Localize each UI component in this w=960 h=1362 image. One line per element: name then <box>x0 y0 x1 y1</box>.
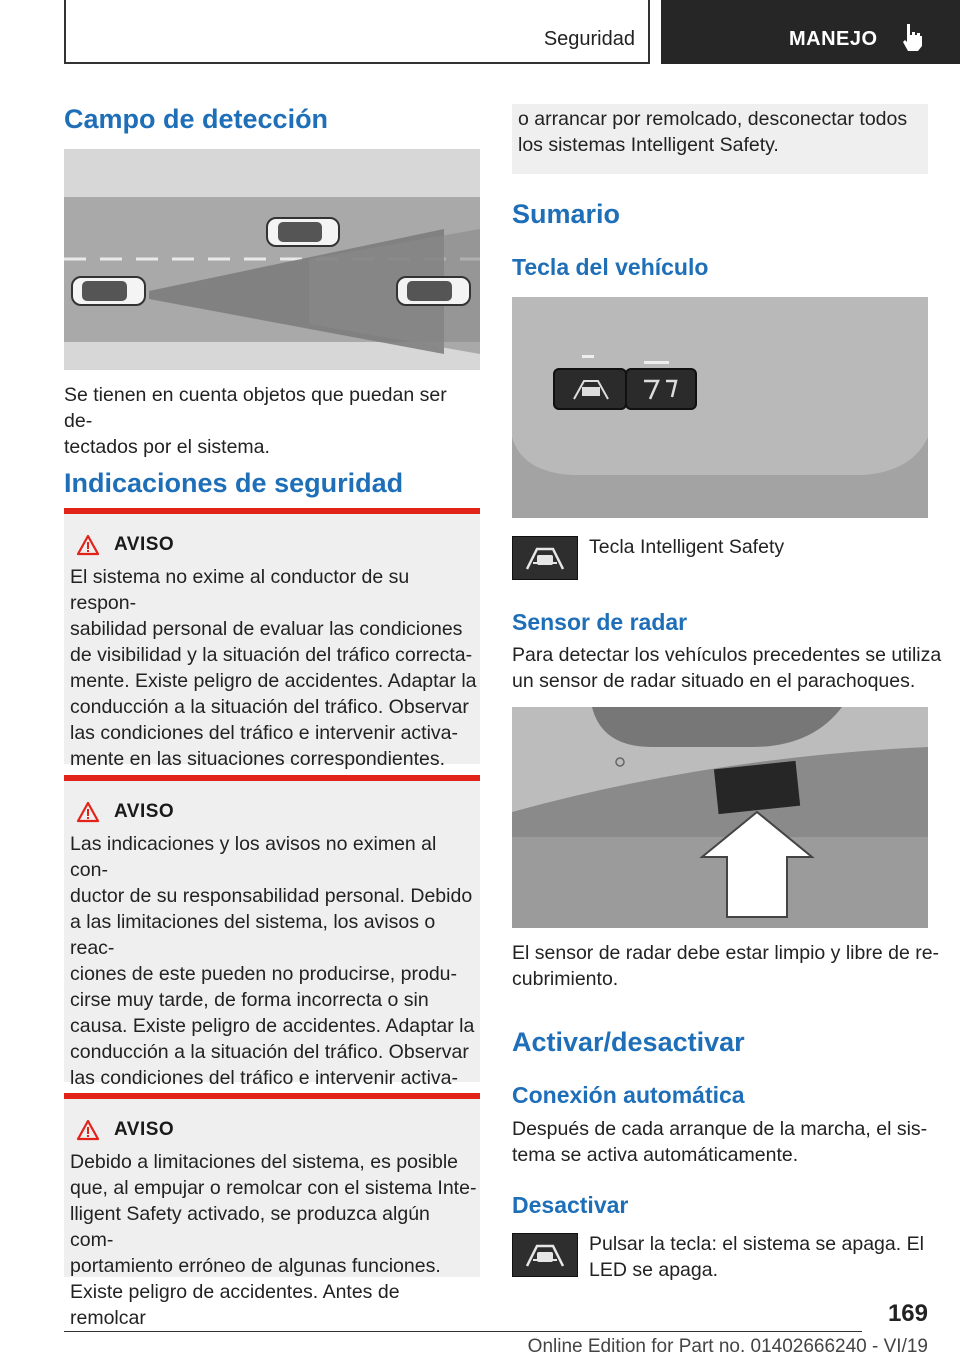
warning-triangle-icon <box>76 1119 100 1141</box>
heading-detection-field: Campo de detección <box>64 104 329 134</box>
deactivate-text: Pulsar la tecla: el sistema se apaga. El LED se apaga. <box>589 1233 924 1281</box>
key-caption: Tecla Intelligent Safety <box>589 536 785 558</box>
warning-box-2 <box>64 775 480 1089</box>
header-chapter-tab <box>661 0 960 64</box>
heading-summary: Sumario <box>512 199 621 229</box>
heading-vehicle-key: Tecla del vehículo <box>512 254 709 280</box>
warning-title: AVISO <box>114 801 175 822</box>
heading-activate-deactivate: Activar/desactivar <box>512 1027 745 1057</box>
auto-connection-text: Después de cada arranque de la marcha, el sis- tema se activa automáticamente. <box>512 1118 928 1166</box>
header-rule-right <box>648 0 650 64</box>
warning-title: AVISO <box>114 1119 175 1140</box>
warning-title: AVISO <box>114 534 175 555</box>
vehicle-key-photo <box>512 297 928 518</box>
header-chapter-label: MANEJO <box>789 28 878 50</box>
warning-box-3 <box>64 1093 480 1329</box>
warning-bar <box>64 1093 480 1099</box>
warning-triangle-icon <box>76 534 100 556</box>
intelligent-safety-button-icon <box>512 1233 578 1277</box>
detection-caption: Se tienen en cuenta objetos que puedan ser de- tectados por el sistema. <box>64 384 447 458</box>
warning-text-continued: o arrancar por remolcado, desconectar todos los sistemas Intelligent Safety. <box>518 108 908 156</box>
footer-edition: Online Edition for Part no. 01402666240 - VI/19 <box>527 1336 928 1357</box>
warning-bar <box>64 508 480 514</box>
intelligent-safety-button-icon <box>512 536 578 580</box>
footer-rule <box>64 1331 862 1332</box>
warning-box-3-continued <box>512 104 928 174</box>
warning-triangle-icon <box>76 801 100 823</box>
hand-pointer-icon <box>899 22 925 52</box>
header-rule-left <box>64 0 66 64</box>
heading-auto-connection: Conexión automática <box>512 1082 745 1108</box>
page-number: 169 <box>887 1300 928 1327</box>
header-rule-bottom <box>64 62 650 64</box>
heading-deactivate: Desactivar <box>512 1192 629 1218</box>
warning-bar <box>64 775 480 781</box>
heading-safety-notes: Indicaciones de seguridad <box>64 468 404 498</box>
warning-text: El sistema no exime al conductor de su respon- sabilidad personal de evaluar las condiciones de visibilidad y la situación del tráfico correcta- mente. Existe peligro de accidentes. Adaptar la conducción a la situación del tráfico. Observar las condiciones del tráfico e intervenir activa- mente en las situaciones correspondientes. <box>70 566 477 770</box>
detection-field-illustration <box>64 149 480 370</box>
heading-radar-sensor: Sensor de radar <box>512 609 688 635</box>
radar-text: Para detectar los vehículos precedentes se utiliza un sensor de radar situado en el parachoques. <box>512 644 942 692</box>
radar-sensor-photo <box>512 707 928 928</box>
radar-caption: El sensor de radar debe estar limpio y libre de re- cubrimiento. <box>512 942 940 990</box>
header-section-label: Seguridad <box>543 28 635 50</box>
warning-text: Las indicaciones y los avisos no eximen al con- ductor de su responsabilidad personal. Debido a las limitaciones del sistema, los avisos o reac- ciones de este pueden no producirse, produ- cirse muy tarde, de forma incorrecta o sin causa. Existe peligro de accidentes. Adaptar la conducción a la situación del tráfico. Observar las condiciones del tráfico e intervenir activa- <box>70 833 475 1089</box>
warning-box-1 <box>64 508 480 770</box>
car-top-illustration <box>267 218 339 246</box>
warning-text: Debido a limitaciones del sistema, es posible que, al empujar o remolcar con el sistema Inte- lligent Safety activado, se produzca algún com- portamiento erróneo de algunas funciones. Existe peligro de accidentes. Antes de remolcar <box>70 1151 477 1329</box>
